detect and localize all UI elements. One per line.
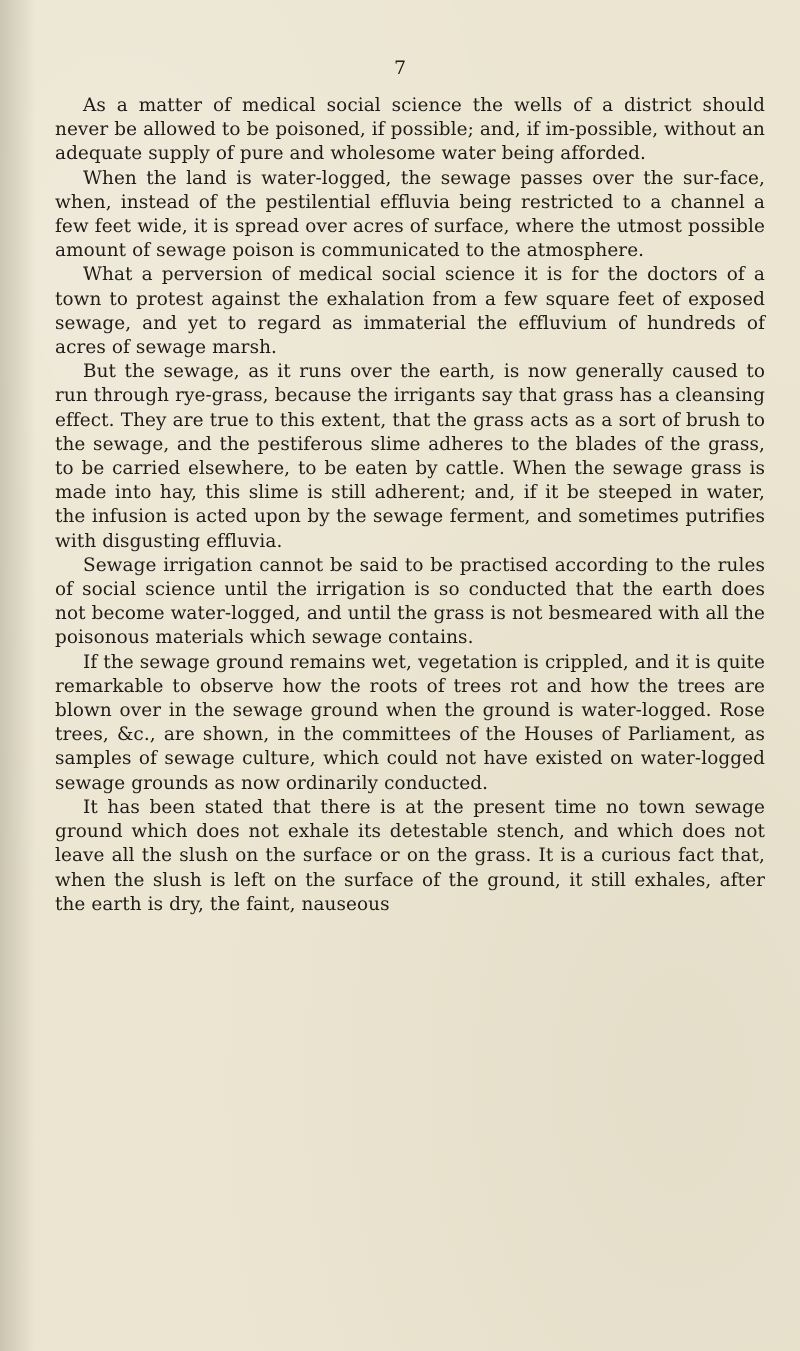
paragraph-perversion: What a perversion of medical social science it is for the doctors of a town to protest against the exhalation from a few square feet of exposed sewage, and yet to regard as immaterial the effluvium of hundreds of acres of sewage marsh. <box>55 264 765 359</box>
page-number: 7 <box>393 57 407 79</box>
paragraph-stench: It has been stated that there is at the present time no town sewage ground which does not exhale its detestable stench, and which does not leave all the slush on the surface or on the grass. It is a curious fact that, when the slush is left on the surface of the ground, it still exhales, after the earth is dry, the faint, nauseous <box>55 796 765 915</box>
paragraph-rye-grass: But the sewage, as it runs over the earth, is now generally caused to run through rye-grass, because the irrigants say that grass has a cleansing effect. They are true to this extent, that the grass acts as a sort of brush to the sewage, and the pestiferous slime adheres to the blades of the grass, to be carried elsewhere, to be eaten by cattle. When the sewage grass is made into hay, this slime is still adherent; and, if it be steeped in water, the infusion is acted upon by the sewage ferment, and sometimes putrifies with disgusting effluvia. <box>55 361 765 552</box>
paragraph-irrigation-rules: Sewage irrigation cannot be said to be practised according to the rules of social science until the irrigation is so conducted that the earth does not become water-logged, and until the grass is not besmeared with all the poisonous materials which sewage contains. <box>55 554 765 649</box>
binding-shadow <box>0 0 36 1351</box>
paragraph-vegetation: If the sewage ground remains wet, vegetation is crippled, and it is quite remarkable to observe how the roots of trees rot and how the trees are blown over in the sewage ground when the ground is water-logged. Rose trees, &c., are shown, in the committees of the Houses of Parliament, as samples of sewage culture, which could not have existed on water-logged sewage grounds as now ordinarily conducted. <box>55 651 765 794</box>
paragraph-wells: As a matter of medical social science the wells of a district should never be allowed to be poisoned, if possible; and, if im-possible, without an adequate supply of pure and wholesome water being afforded. <box>55 95 765 165</box>
paragraph-water-logged: When the land is water-logged, the sewage passes over the sur-face, when, instead of the pestilential effluvia being restricted to a channel a few feet wide, it is spread over acres of surface, where the utmost possible amount of sewage poison is communicated to the atmosphere. <box>55 167 765 262</box>
body-text <box>55 94 765 917</box>
